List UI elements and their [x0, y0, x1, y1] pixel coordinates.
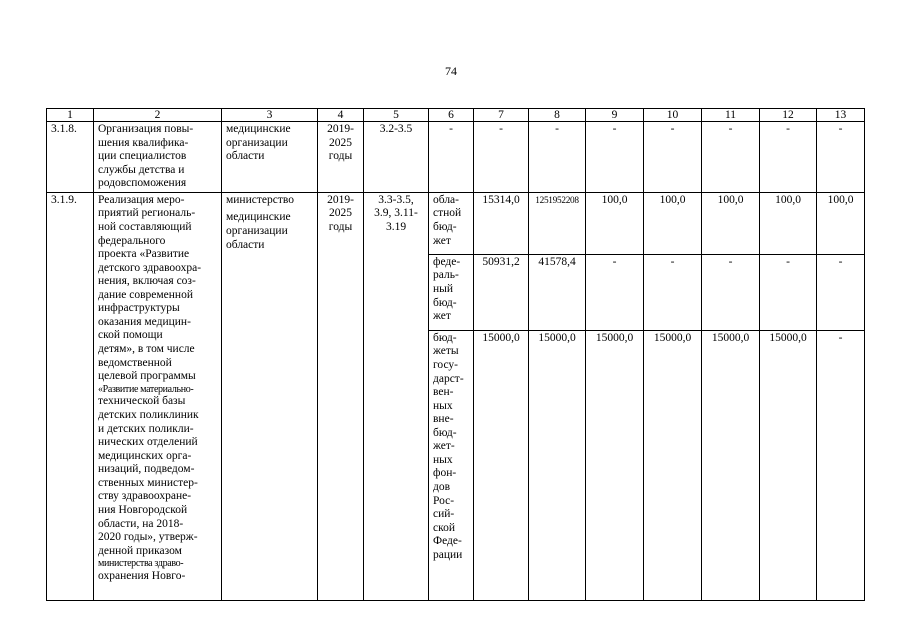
value-col-12: 100,0 — [760, 192, 817, 254]
value-col-7: 50931,2 — [474, 254, 529, 330]
value-col-13: - — [817, 254, 865, 330]
activity-name: Организация повы- шения квалифика- ции специалистов службы детства и родовспоможения — [94, 122, 222, 193]
funding-source: - — [429, 122, 474, 193]
value-col-10: 15000,0 — [644, 330, 702, 600]
col-header-9: 9 — [586, 109, 644, 122]
col-header-11: 11 — [702, 109, 760, 122]
page-number: 74 — [445, 64, 457, 78]
col-header-12: 12 — [760, 109, 817, 122]
executor: медицинские организации области — [222, 122, 318, 193]
value-col-12: 15000,0 — [760, 330, 817, 600]
value-col-13: - — [817, 122, 865, 193]
value-col-12: - — [760, 122, 817, 193]
target-indicators: 3.2-3.5 — [364, 122, 429, 193]
col-header-10: 10 — [644, 109, 702, 122]
value-col-8: 1251952208 — [529, 192, 586, 254]
value-col-11: 100,0 — [702, 192, 760, 254]
table-row-3-1-9 — [47, 192, 865, 254]
target-indicators: 3.3-3.5, 3.9, 3.11- 3.19 — [364, 192, 429, 600]
period: 2019- 2025 годы — [318, 192, 364, 600]
value-col-9: - — [586, 254, 644, 330]
col-header-1: 1 — [47, 109, 94, 122]
value-col-11: 15000,0 — [702, 330, 760, 600]
col-header-13: 13 — [817, 109, 865, 122]
value-col-13: 100,0 — [817, 192, 865, 254]
col-header-3: 3 — [222, 109, 318, 122]
value-col-13: - — [817, 330, 865, 600]
col-header-5: 5 — [364, 109, 429, 122]
value-col-10: 100,0 — [644, 192, 702, 254]
funding-source-state-funds: бюд- жеты госу- дарст- вен- ных вне- бюд- жет- ных фон- дов Рос- сий- ской Феде- рации — [429, 330, 474, 600]
value-col-7: 15000,0 — [474, 330, 529, 600]
value-col-10: - — [644, 122, 702, 193]
period: 2019- 2025 годы — [318, 122, 364, 193]
row-number: 3.1.9. — [47, 192, 94, 600]
table-row-3-1-8 — [47, 122, 865, 193]
value-col-11: - — [702, 254, 760, 330]
col-header-8: 8 — [529, 109, 586, 122]
value-col-9: 15000,0 — [586, 330, 644, 600]
col-header-4: 4 — [318, 109, 364, 122]
value-col-10: - — [644, 254, 702, 330]
value-col-7: - — [474, 122, 529, 193]
value-col-12: - — [760, 254, 817, 330]
value-col-8: 41578,4 — [529, 254, 586, 330]
col-header-7: 7 — [474, 109, 529, 122]
value-col-7: 15314,0 — [474, 192, 529, 254]
value-col-11: - — [702, 122, 760, 193]
col-header-2: 2 — [94, 109, 222, 122]
funding-source-regional: обла- стной бюд- жет — [429, 192, 474, 254]
col-header-6: 6 — [429, 109, 474, 122]
value-col-9: 100,0 — [586, 192, 644, 254]
value-col-9: - — [586, 122, 644, 193]
row-number: 3.1.8. — [47, 122, 94, 193]
executor: министерство медицинские организации области — [222, 192, 318, 600]
column-number-row — [47, 109, 865, 122]
value-col-8: - — [529, 122, 586, 193]
program-table — [46, 108, 865, 601]
activity-name: Реализация меро- приятий региональ- ной составляющий федерального проекта «Развитие детского здравоохра- нения, включая соз- дание современной инфраструктуры оказания медицин- ской помощи детям», в том числе ведомственной целевой программы «Развитие материально- технической базы детских поликлиник и детских поликли- нических отделений медицинских орга- низаций, подведом- ственных министер- ству здравоохране- ния Новгородской области, на 2018- 2020 годы», утверж- денной приказом министерства здраво- охранения Новго- — [94, 192, 222, 600]
value-col-8: 15000,0 — [529, 330, 586, 600]
funding-source-federal: феде- раль- ный бюд- жет — [429, 254, 474, 330]
